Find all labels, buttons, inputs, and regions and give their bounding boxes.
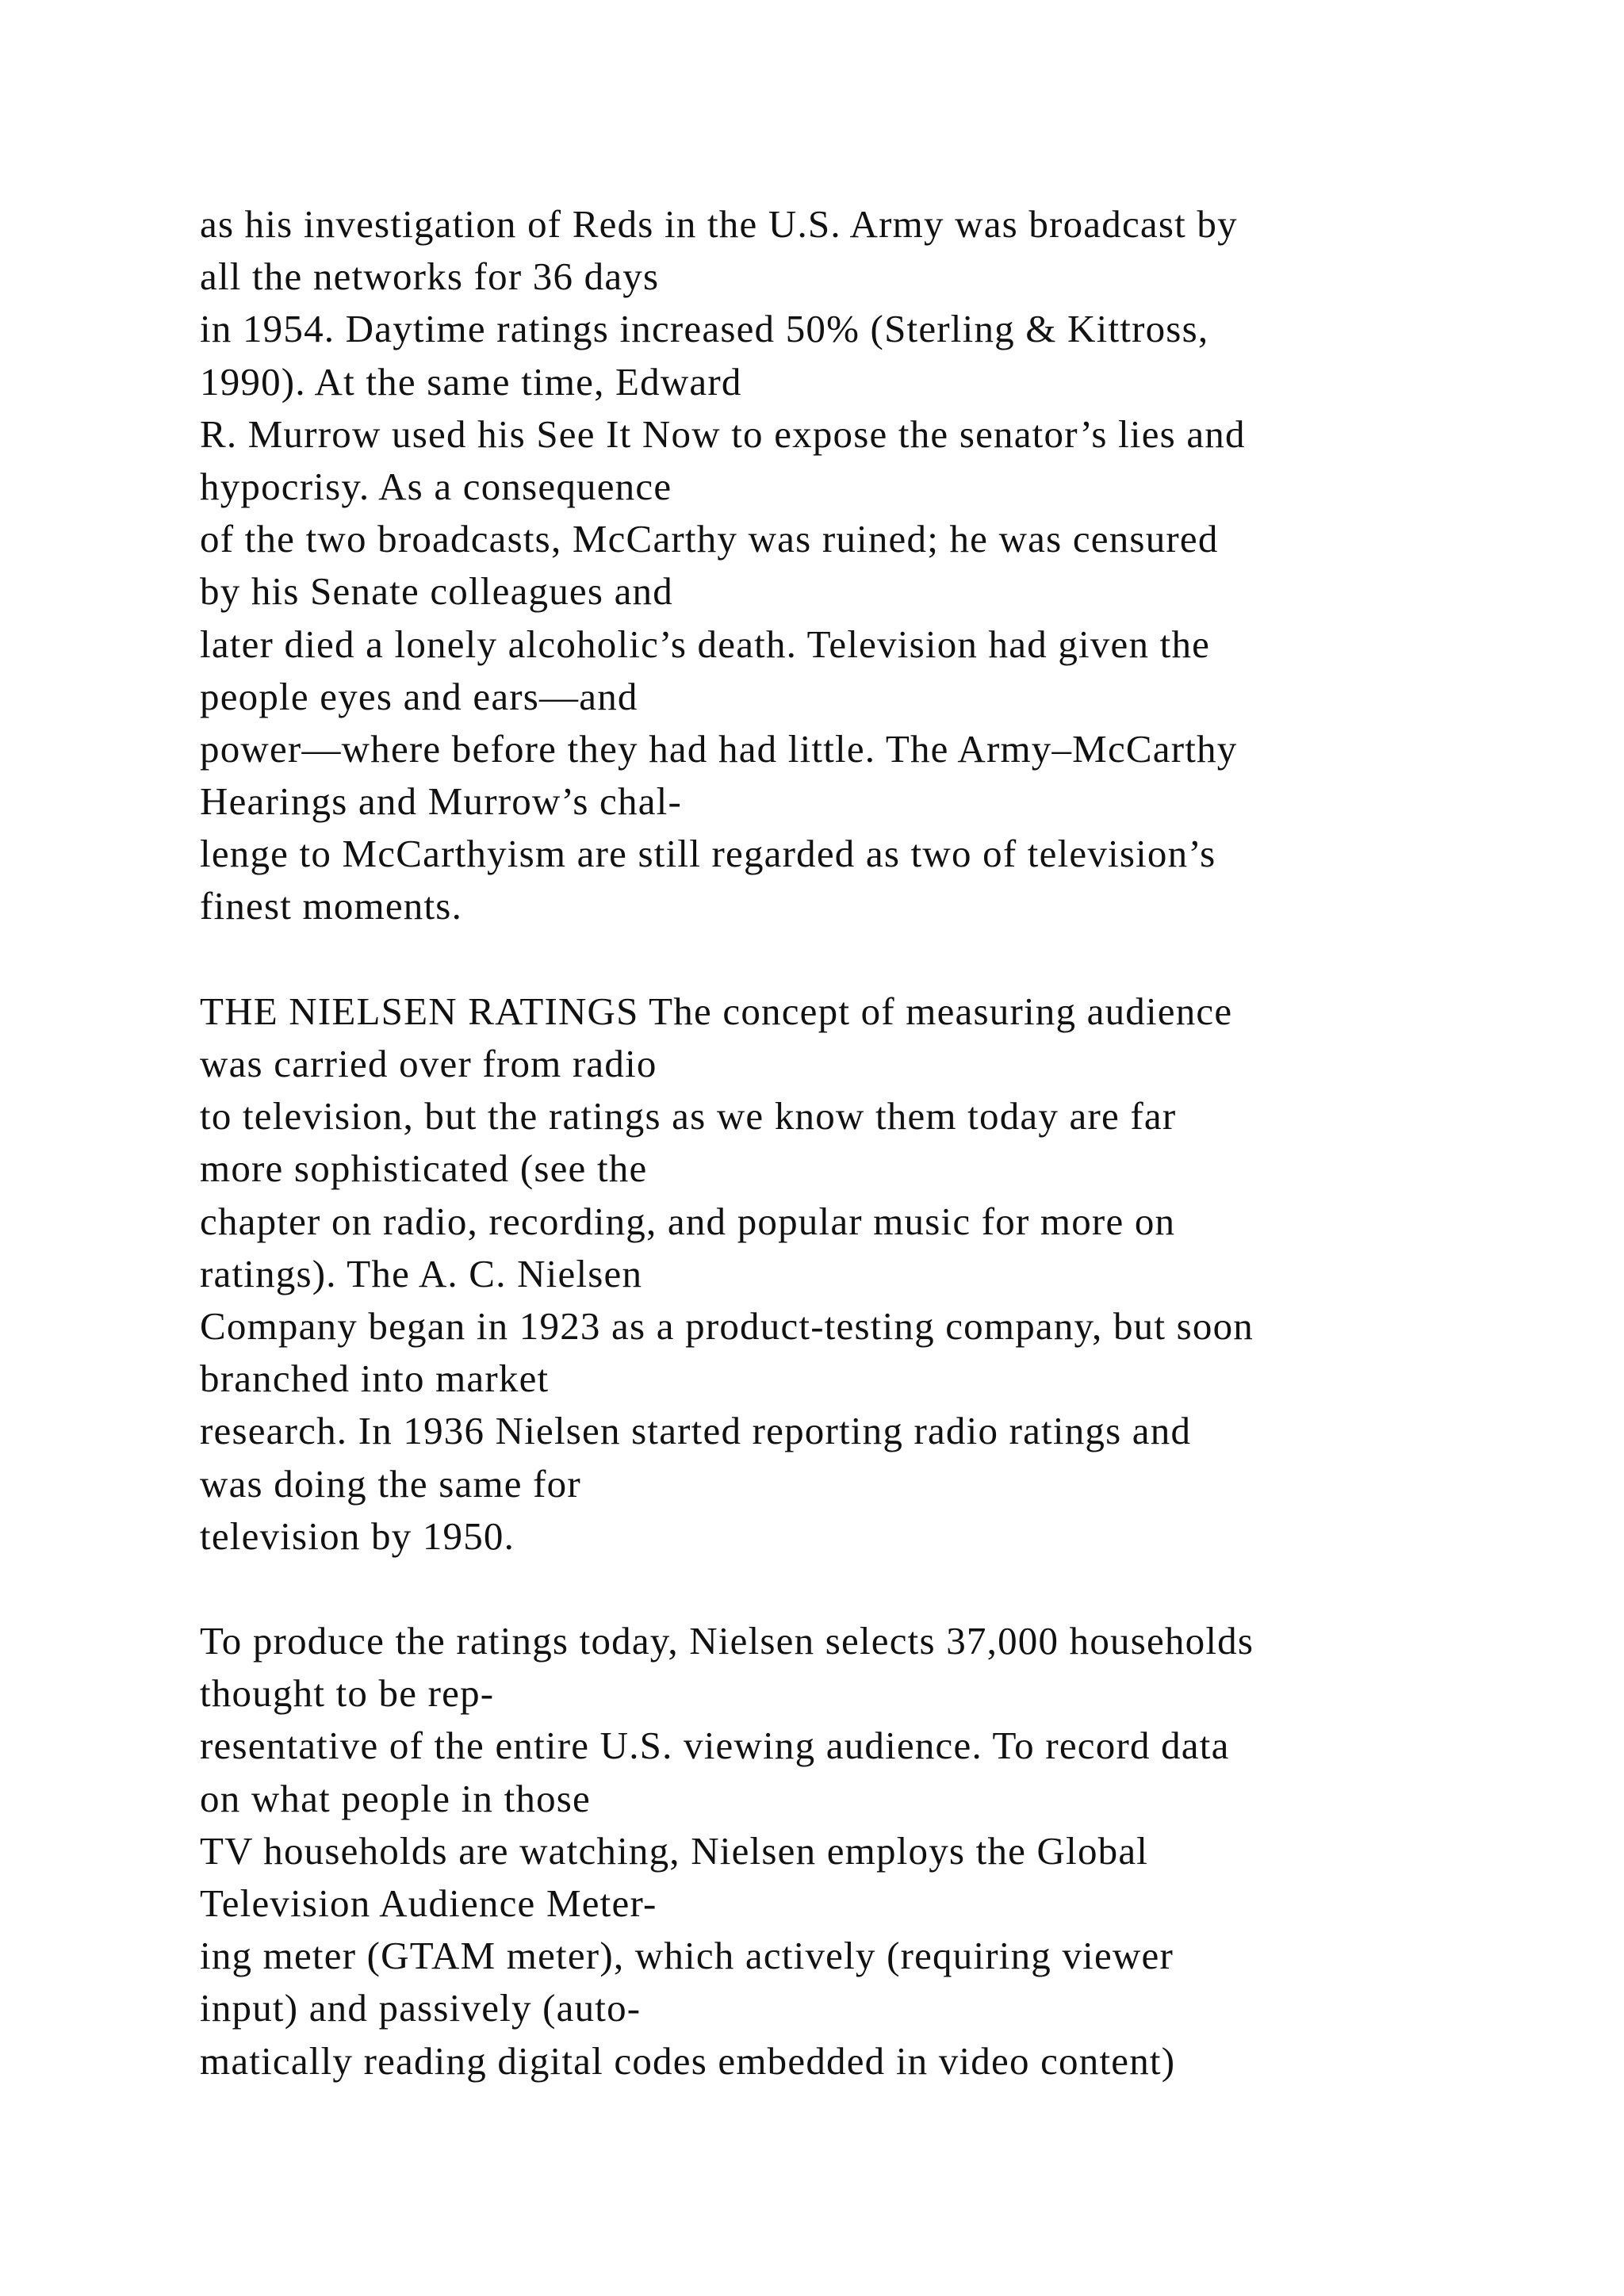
text-line: R. Murrow used his See It Now to expose the senator’s lies and — [200, 411, 1246, 456]
text-line: by his Senate colleagues and — [200, 569, 673, 614]
text-line: branched into market — [200, 1357, 550, 1401]
paragraph-gap — [200, 1563, 1548, 1615]
text-line: more sophisticated (see the — [200, 1146, 648, 1191]
document-body — [200, 198, 1548, 2087]
text-line: Hearings and Murrow’s chal- — [200, 779, 682, 824]
text-line: was carried over from radio — [200, 1042, 657, 1085]
text-line: power—where before they had had little. The Army–McCarthy — [200, 726, 1238, 771]
text-line: input) and passively (auto- — [200, 1986, 642, 2030]
text-line: television by 1950. — [200, 1513, 515, 1558]
paragraph-gap — [200, 933, 1548, 985]
text-line: people eyes and ears—and — [200, 674, 638, 718]
paragraph-ratings-today — [200, 1615, 1548, 2087]
paragraph-mccarthy-hearings — [200, 198, 1548, 933]
text-line: matically reading digital codes embedded in video content) — [200, 2038, 1176, 2083]
text-line: Television Audience Meter- — [200, 1881, 657, 1925]
paragraph-nielsen-ratings — [200, 985, 1548, 1563]
text-line: in 1954. Daytime ratings increased 50% (Sterling & Kittross, — [200, 307, 1209, 351]
text-line: later died a lonely alcoholic’s death. Television had given the — [200, 622, 1211, 666]
text-line: finest moments. — [200, 884, 463, 928]
text-line: was doing the same for — [200, 1461, 581, 1506]
text-line: lenge to McCarthyism are still regarded as two of television’s — [200, 832, 1216, 876]
text-line: research. In 1936 Nielsen started reporting radio ratings and — [200, 1409, 1192, 1453]
text-line: of the two broadcasts, McCarthy was ruined; he was censured — [200, 517, 1219, 561]
text-line: thought to be rep- — [200, 1671, 495, 1716]
text-line: all the networks for 36 days — [200, 254, 660, 299]
text-line: chapter on radio, recording, and popular music for more on — [200, 1199, 1176, 1243]
text-line: to television, but the ratings as we know them today are far — [200, 1094, 1177, 1138]
text-line: as his investigation of Reds in the U.S. Army was broadcast by — [200, 202, 1238, 246]
text-line: ing meter (GTAM meter), which actively (requiring viewer — [200, 1934, 1174, 1978]
text-line: TV households are watching, Nielsen employs the Global — [200, 1828, 1149, 1873]
text-line: ratings). The A. C. Nielsen — [200, 1251, 643, 1295]
text-line: resentative of the entire U.S. viewing audience. To record data — [200, 1724, 1230, 1768]
text-line: To produce the ratings today, Nielsen selects 37,000 households — [200, 1619, 1254, 1663]
text-line: THE NIELSEN RATINGS The concept of measuring audience — [200, 989, 1233, 1033]
text-line: 1990). At the same time, Edward — [200, 359, 742, 404]
text-line: hypocrisy. As a consequence — [200, 464, 672, 508]
text-line: Company began in 1923 as a product-testing company, but soon — [200, 1303, 1254, 1348]
text-line: on what people in those — [200, 1776, 592, 1820]
